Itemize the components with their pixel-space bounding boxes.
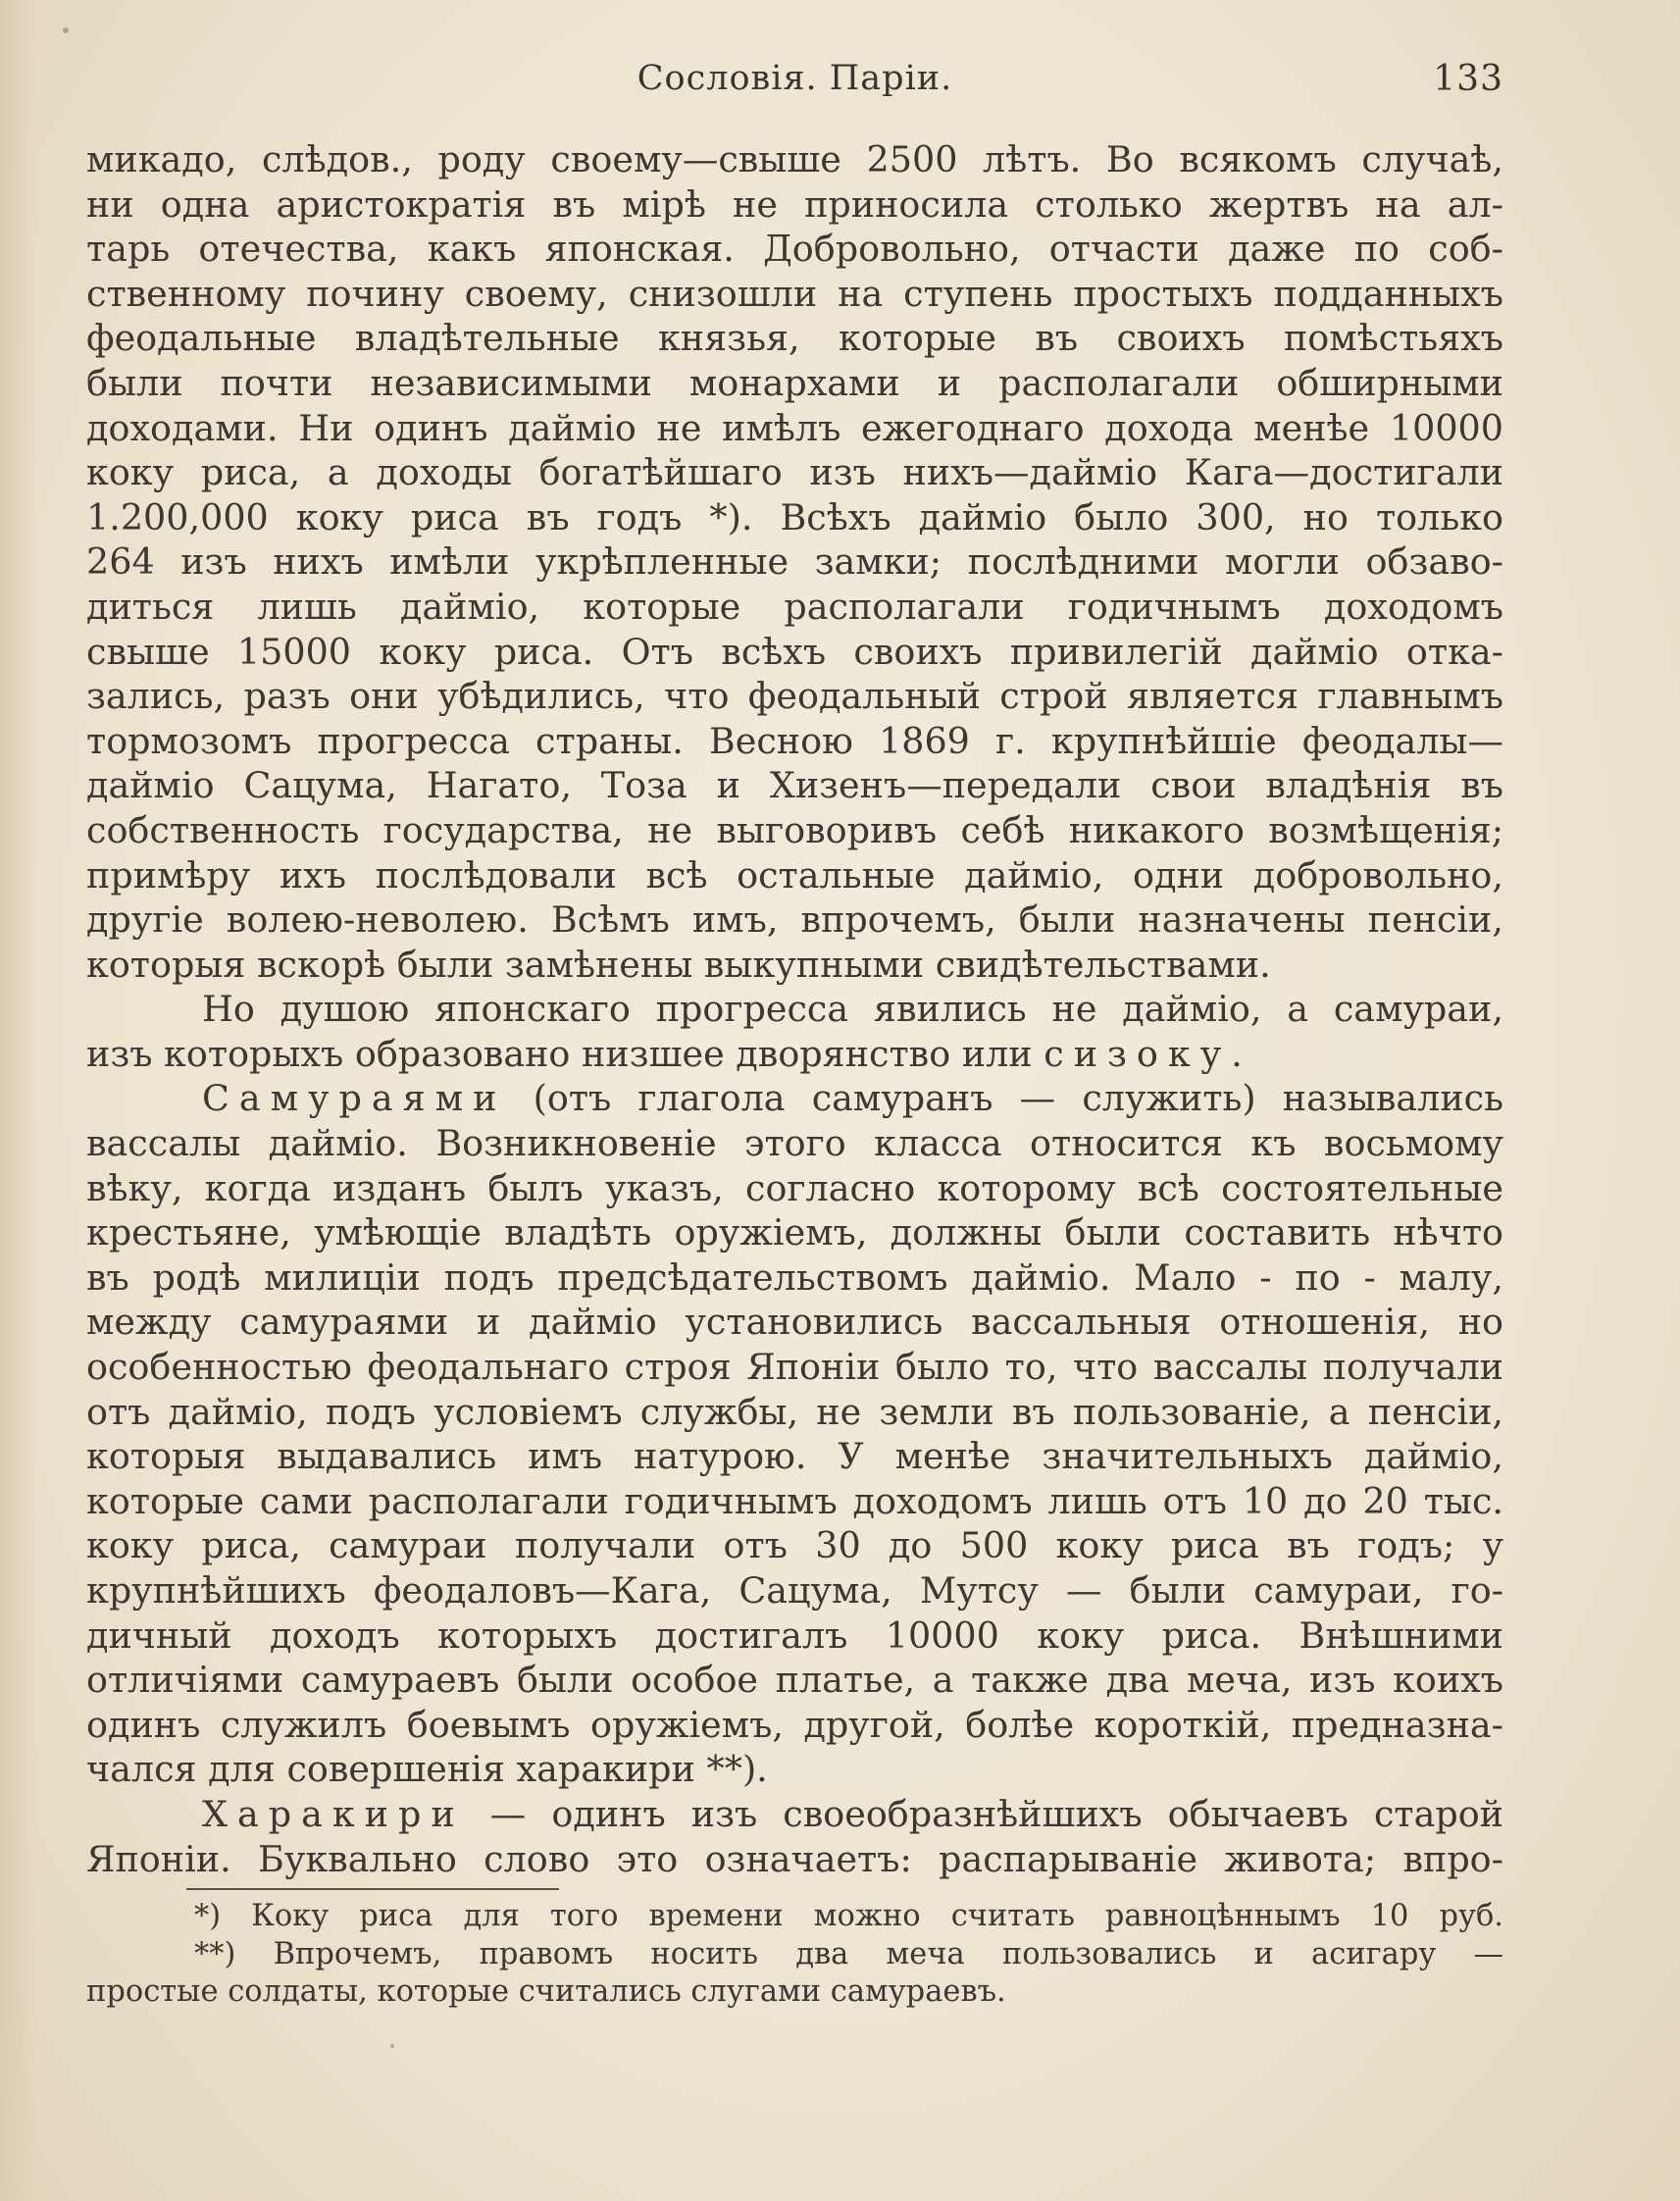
- text-line: зались, разъ они убѣдились, что феодальный строй является главнымъ: [86, 675, 1503, 718]
- text-line: коку риса, самураи получали отъ 30 до 500 коку риса въ годъ; у: [86, 1524, 1503, 1567]
- paragraph-1: [86, 137, 1503, 987]
- text-line: диться лишь даймiо, которые располагали годичнымъ доходомъ: [86, 585, 1503, 628]
- text-line: вѣку, когда изданъ былъ указъ, согласно которому всѣ состоятельные: [86, 1166, 1503, 1209]
- footnote-1: *) Коку риса для того времени можно считать равноцѣннымъ 10 руб.: [194, 1899, 1503, 1933]
- text-line: чался для совершенія харакири **).: [86, 1748, 768, 1791]
- text-line: крупнѣйшихъ феодаловъ—Кага, Сацума, Мутсу — были самураи, го-: [86, 1569, 1503, 1612]
- text-line: даймiо Сацума, Нагато, Тоза и Хизенъ—передали свои владѣнія въ: [86, 764, 1503, 807]
- text-line: дичный доходъ которыхъ достигалъ 10000 коку риса. Внѣшними: [86, 1613, 1503, 1657]
- text-line: были почти независимыми монархами и располагали обширными: [86, 361, 1503, 404]
- paragraph-2: [86, 987, 1503, 1076]
- text-line: вассалы даймiо. Возникновеніе этого класса относится къ восьмому: [86, 1122, 1503, 1165]
- text-line: 1.200,000 коку риса въ годъ *). Всѣхъ даймiо было 300, но только: [86, 495, 1503, 538]
- paragraph-3: [86, 1076, 1503, 1792]
- text-line: которыя вскорѣ были замѣнены выкупными свидѣтельствами.: [86, 943, 1271, 986]
- emphasized-term: Харакири: [202, 1792, 465, 1835]
- page-number: 133: [1433, 59, 1503, 99]
- paper-speck: [63, 27, 69, 33]
- text-line: особенностью феодальнаго строя Японіи было то, что вассалы получали: [86, 1346, 1503, 1389]
- running-title: Сословія. Паріи.: [636, 59, 953, 98]
- text-line: которыя выдавались имъ натурою. У менѣе значительныхъ даймiо,: [86, 1435, 1503, 1478]
- text-line: [86, 1032, 1503, 1077]
- text-line: ственному почину своему, снизошли на ступень простыхъ подданныхъ: [86, 272, 1503, 315]
- text-line: микадо, слѣдов., роду своему—свыше 2500 лѣтъ. Во всякомъ случаѣ,: [86, 138, 1503, 180]
- page-header: [86, 59, 1503, 118]
- text-line: собственность государства, не выговоривъ себѣ никакого возмѣщенія;: [86, 808, 1503, 851]
- text-line: отличіями самураевъ были особое платье, а также два меча, изъ коихъ: [86, 1659, 1503, 1702]
- text-segment: изъ которыхъ образовано низшее дворянство или: [86, 1032, 1033, 1075]
- text-line: одинъ служилъ боевымъ оружіемъ, другой, болѣе короткій, предназна-: [86, 1703, 1503, 1746]
- emphasized-term: Самураями: [202, 1077, 507, 1120]
- footnotes: [86, 1898, 1503, 2012]
- text-line: тарь отечества, какъ японская. Добровольно, отчасти даже по соб-: [86, 228, 1503, 271]
- text-line: [86, 1792, 1503, 1837]
- text-line: доходами. Ни одинъ даймiо не имѣлъ ежегоднаго дохода менѣе 10000: [86, 406, 1503, 449]
- main-text: [86, 137, 1503, 1881]
- text-line: примѣру ихъ послѣдовали всѣ остальные даймiо, одни добровольно,: [86, 853, 1503, 896]
- text-line: которые сами располагали годичнымъ доходомъ лишь отъ 10 до 20 тыс.: [86, 1479, 1503, 1522]
- text-line: коку риса, а доходы богатѣйшаго изъ нихъ—даймiо Кага—достигали: [86, 451, 1503, 494]
- emphasized-term: сизоку.: [1044, 1032, 1252, 1075]
- text-line: крестьяне, умѣющіе владѣть оружіемъ, должны были составить нѣчто: [86, 1211, 1503, 1254]
- text-segment: — одинъ изъ своеобразнѣйшихъ обычаевъ старой: [489, 1792, 1503, 1835]
- footnote-2: **) Впрочемъ, правомъ носить два меча пользовались и асигару —: [194, 1936, 1503, 1971]
- text-line: ни одна аристократія въ мірѣ не приносила столько жертвъ на ал-: [86, 182, 1503, 226]
- footnote-2-continued: простые солдаты, которые считались слугами самураевъ.: [86, 1974, 1006, 2009]
- paper-speck: [390, 2044, 394, 2048]
- footnote-divider: [186, 1888, 559, 1890]
- text-line: свыше 15000 коку риса. Отъ всѣхъ своихъ привилегій даймiо отка-: [86, 630, 1503, 673]
- paragraph-4: [86, 1792, 1503, 1881]
- text-line: Но душою японскаго прогресса явились не даймiо, а самураи,: [202, 988, 1503, 1031]
- text-line: въ родѣ милиціи подъ предсѣдательствомъ даймiо. Мало - по - малу,: [86, 1255, 1503, 1299]
- text-line: феодальные владѣтельные князья, которые въ своихъ помѣстьяхъ: [86, 317, 1503, 360]
- text-line: [86, 1076, 1503, 1121]
- text-line: тормозомъ прогресса страны. Весною 1869 г. крупнѣйшіе феодалы—: [86, 719, 1503, 762]
- text-line: между самураями и даймiо установились вассальныя отношенія, но: [86, 1301, 1503, 1344]
- text-line: другіе волею-неволею. Всѣмъ имъ, впрочемъ, были назначены пенсіи,: [86, 898, 1503, 942]
- text-line: Японіи. Буквально слово это означаетъ: распарываніе живота; впро-: [86, 1837, 1503, 1880]
- text-segment: (отъ глагола самуранъ — служить) назывались: [533, 1077, 1503, 1120]
- text-line: отъ даймiо, подъ условіемъ службы, не земли въ пользованіе, а пенсіи,: [86, 1390, 1503, 1433]
- text-line: 264 изъ нихъ имѣли укрѣпленные замки; послѣдними могли обзаво-: [86, 540, 1503, 584]
